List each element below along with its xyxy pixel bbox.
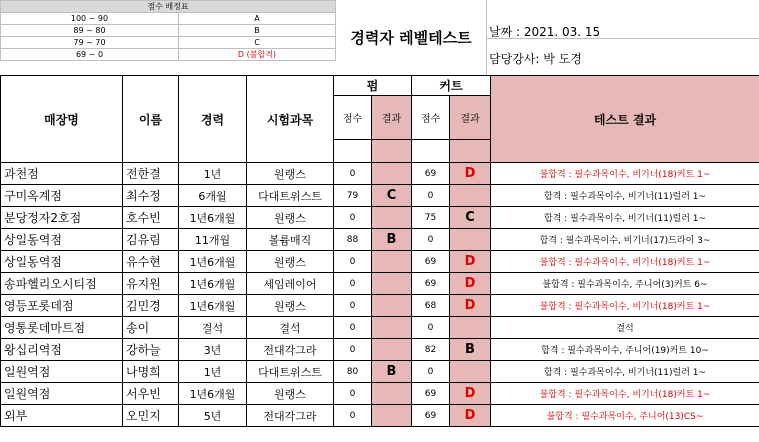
- cut-grade-cell[interactable]: [450, 317, 491, 339]
- name-cell[interactable]: 송이: [123, 317, 179, 339]
- column-header-experience[interactable]: 경력: [179, 76, 247, 163]
- test-result-cell[interactable]: 불합격 : 필수과목이수, 주니어(13)CS~: [491, 405, 759, 427]
- cut-grade-cell[interactable]: [450, 229, 491, 251]
- table-row: [1, 361, 759, 383]
- perm-score-cell[interactable]: 0: [334, 251, 372, 273]
- column-header-perm-score[interactable]: 점수: [334, 96, 372, 140]
- table-row: [1, 405, 759, 427]
- test-result-cell[interactable]: 합격 : 필수과목이수, 비기너(17)드라이 3~: [491, 229, 759, 251]
- subject-cell[interactable]: 볼륨매직: [247, 229, 334, 251]
- store-cell[interactable]: 영등포롯데점: [1, 295, 123, 317]
- subject-cell[interactable]: 결석: [247, 317, 334, 339]
- table-row: [1, 339, 759, 361]
- perm-score-cell[interactable]: 80: [334, 361, 372, 383]
- column-header-subject[interactable]: 시험과목: [247, 76, 334, 163]
- experience-cell[interactable]: 6개월: [179, 185, 247, 207]
- perm-grade-cell[interactable]: B: [372, 361, 412, 383]
- experience-cell[interactable]: 11개월: [179, 229, 247, 251]
- cut-grade-cell[interactable]: D: [450, 251, 491, 273]
- experience-cell[interactable]: 5년: [179, 405, 247, 427]
- cut-grade-cell[interactable]: B: [450, 339, 491, 361]
- empty-cell[interactable]: [412, 140, 450, 163]
- column-header-test-result[interactable]: 테스트 결과: [491, 76, 759, 163]
- perm-grade-cell[interactable]: [372, 339, 412, 361]
- experience-cell[interactable]: 1년: [179, 163, 247, 185]
- test-result-cell[interactable]: 불합격 : 필수과목이수, 비기너(18)커트 1~: [491, 383, 759, 405]
- perm-score-cell[interactable]: 0: [334, 317, 372, 339]
- perm-score-cell[interactable]: 0: [334, 163, 372, 185]
- name-cell[interactable]: 서우빈: [123, 383, 179, 405]
- grade-table: [0, 0, 336, 61]
- table-row: [1, 251, 759, 273]
- cut-score-cell[interactable]: 75: [412, 207, 450, 229]
- cut-score-cell[interactable]: 69: [412, 405, 450, 427]
- results-table: [0, 75, 759, 427]
- experience-cell[interactable]: 1년6개월: [179, 207, 247, 229]
- perm-grade-cell[interactable]: [372, 405, 412, 427]
- store-cell[interactable]: 분당정자2호점: [1, 207, 123, 229]
- table-row: [1, 185, 759, 207]
- table-row: [1, 295, 759, 317]
- test-result-cell[interactable]: 불합격 : 필수과목이수, 주니어(3)커트 6~: [491, 273, 759, 295]
- cut-grade-cell[interactable]: [450, 185, 491, 207]
- store-cell[interactable]: 상일동역점: [1, 229, 123, 251]
- cut-grade-cell[interactable]: D: [450, 405, 491, 427]
- cut-score-cell[interactable]: 69: [412, 251, 450, 273]
- column-header-store[interactable]: 매장명: [1, 76, 123, 163]
- cut-grade-cell[interactable]: C: [450, 207, 491, 229]
- subject-cell[interactable]: 다대트위스트: [247, 361, 334, 383]
- table-row: [1, 207, 759, 229]
- perm-score-cell[interactable]: 0: [334, 207, 372, 229]
- name-cell[interactable]: 유수현: [123, 251, 179, 273]
- name-cell[interactable]: 강하늘: [123, 339, 179, 361]
- column-header-cut[interactable]: 커트: [412, 76, 491, 96]
- name-cell[interactable]: 김유림: [123, 229, 179, 251]
- perm-grade-cell[interactable]: [372, 251, 412, 273]
- experience-cell[interactable]: 1년6개월: [179, 383, 247, 405]
- cut-score-cell[interactable]: 68: [412, 295, 450, 317]
- test-result-cell[interactable]: 불합격 : 필수과목이수, 비기너(18)커트 1~: [491, 251, 759, 273]
- grade-letter-cell[interactable]: C: [179, 37, 336, 49]
- grade-range-cell[interactable]: 69 ~ 0: [1, 49, 179, 61]
- test-result-cell[interactable]: 합격 : 필수과목이수, 비기너(11)럴러 1~: [491, 185, 759, 207]
- cut-score-cell[interactable]: 0: [412, 229, 450, 251]
- page-title[interactable]: 경력자 레벨테스트: [350, 28, 472, 47]
- store-cell[interactable]: 외부: [1, 405, 123, 427]
- column-header-cut-result[interactable]: 결과: [450, 96, 491, 140]
- cut-score-cell[interactable]: 69: [412, 163, 450, 185]
- test-result-cell[interactable]: 결석: [491, 317, 759, 339]
- store-cell[interactable]: 영통롯데마트점: [1, 317, 123, 339]
- cut-score-cell[interactable]: 69: [412, 383, 450, 405]
- perm-grade-cell[interactable]: [372, 163, 412, 185]
- column-header-perm[interactable]: 펌: [334, 76, 412, 96]
- grade-row: [1, 37, 336, 49]
- name-cell[interactable]: 유지원: [123, 273, 179, 295]
- cut-score-cell[interactable]: 0: [412, 185, 450, 207]
- test-result-cell[interactable]: 합격 : 필수과목이수, 비기너(11)럴러 1~: [491, 207, 759, 229]
- grade-range-cell[interactable]: 79 ~ 70: [1, 37, 179, 49]
- subject-cell[interactable]: 다대트위스트: [247, 185, 334, 207]
- subject-cell[interactable]: 원랭스: [247, 251, 334, 273]
- perm-grade-cell[interactable]: [372, 207, 412, 229]
- cut-grade-cell[interactable]: D: [450, 163, 491, 185]
- grade-letter-cell[interactable]: A: [179, 13, 336, 25]
- table-row: [1, 229, 759, 251]
- store-cell[interactable]: 과천점: [1, 163, 123, 185]
- subject-cell[interactable]: 세임레이어: [247, 273, 334, 295]
- experience-cell[interactable]: 1년: [179, 361, 247, 383]
- grade-letter-cell[interactable]: D (불합격): [179, 49, 336, 61]
- experience-cell[interactable]: 1년6개월: [179, 273, 247, 295]
- perm-grade-cell[interactable]: [372, 273, 412, 295]
- store-cell[interactable]: 왕십리역점: [1, 339, 123, 361]
- cut-score-cell[interactable]: 82: [412, 339, 450, 361]
- cut-score-cell[interactable]: 69: [412, 273, 450, 295]
- perm-score-cell[interactable]: 0: [334, 405, 372, 427]
- teacher-name[interactable]: 담당강사: 박 도경: [489, 52, 582, 66]
- empty-cell[interactable]: [334, 140, 372, 163]
- test-date[interactable]: 날짜 : 2021. 03. 15: [489, 25, 601, 39]
- name-cell[interactable]: 오민지: [123, 405, 179, 427]
- table-row: [1, 383, 759, 405]
- experience-cell[interactable]: 결석: [179, 317, 247, 339]
- cut-score-cell[interactable]: 0: [412, 361, 450, 383]
- store-cell[interactable]: 일원역점: [1, 361, 123, 383]
- name-cell[interactable]: 최수정: [123, 185, 179, 207]
- store-cell[interactable]: 일원역점: [1, 383, 123, 405]
- experience-cell[interactable]: 3년: [179, 339, 247, 361]
- grade-range-cell[interactable]: 100 ~ 90: [1, 13, 179, 25]
- subject-cell[interactable]: 원랭스: [247, 163, 334, 185]
- name-cell[interactable]: 김민경: [123, 295, 179, 317]
- perm-score-cell[interactable]: 0: [334, 295, 372, 317]
- grade-letter-cell[interactable]: B: [179, 25, 336, 37]
- experience-cell[interactable]: 1년6개월: [179, 295, 247, 317]
- perm-grade-cell[interactable]: B: [372, 229, 412, 251]
- test-result-cell[interactable]: 합격 : 필수과목이수, 비기너(11)럴러 1~: [491, 361, 759, 383]
- subject-cell[interactable]: 원랭스: [247, 207, 334, 229]
- store-cell[interactable]: 구미옥계점: [1, 185, 123, 207]
- perm-score-cell[interactable]: 0: [334, 383, 372, 405]
- table-row: [1, 163, 759, 185]
- cut-grade-cell[interactable]: D: [450, 383, 491, 405]
- column-header-name[interactable]: 이름: [123, 76, 179, 163]
- name-cell[interactable]: 호수빈: [123, 207, 179, 229]
- perm-score-cell[interactable]: 0: [334, 339, 372, 361]
- subject-cell[interactable]: 전대각그라: [247, 339, 334, 361]
- perm-grade-cell[interactable]: [372, 317, 412, 339]
- grade-row: [1, 49, 336, 61]
- column-header-cut-score[interactable]: 점수: [412, 96, 450, 140]
- column-header-perm-result[interactable]: 결과: [372, 96, 412, 140]
- subject-cell[interactable]: 원랭스: [247, 295, 334, 317]
- test-result-cell[interactable]: 합격 : 필수과목이수, 주니어(19)커트 10~: [491, 339, 759, 361]
- empty-cell[interactable]: [372, 140, 412, 163]
- grade-range-cell[interactable]: 89 ~ 80: [1, 25, 179, 37]
- perm-grade-cell[interactable]: [372, 383, 412, 405]
- table-row: [1, 317, 759, 339]
- cut-grade-cell[interactable]: D: [450, 273, 491, 295]
- grade-table-title[interactable]: 점수 배정표: [1, 1, 336, 13]
- test-result-cell[interactable]: 불합격 : 필수과목이수, 비기너(18)커트 1~: [491, 295, 759, 317]
- table-row: [1, 273, 759, 295]
- experience-cell[interactable]: 1년6개월: [179, 251, 247, 273]
- grade-row: [1, 13, 336, 25]
- subject-cell[interactable]: 전대각그라: [247, 405, 334, 427]
- store-cell[interactable]: 상일동역점: [1, 251, 123, 273]
- cut-grade-cell[interactable]: D: [450, 295, 491, 317]
- perm-score-cell[interactable]: 0: [334, 273, 372, 295]
- empty-cell[interactable]: [450, 140, 491, 163]
- perm-grade-cell[interactable]: [372, 295, 412, 317]
- perm-grade-cell[interactable]: C: [372, 185, 412, 207]
- perm-score-cell[interactable]: 79: [334, 185, 372, 207]
- perm-score-cell[interactable]: 88: [334, 229, 372, 251]
- name-cell[interactable]: 나명희: [123, 361, 179, 383]
- cut-score-cell[interactable]: 0: [412, 317, 450, 339]
- grade-row: [1, 25, 336, 37]
- subject-cell[interactable]: 원랭스: [247, 383, 334, 405]
- test-result-cell[interactable]: 불합격 : 필수과목이수, 비기너(18)커트 1~: [491, 163, 759, 185]
- store-cell[interactable]: 송파헬리오시티점: [1, 273, 123, 295]
- name-cell[interactable]: 전한결: [123, 163, 179, 185]
- cut-grade-cell[interactable]: [450, 361, 491, 383]
